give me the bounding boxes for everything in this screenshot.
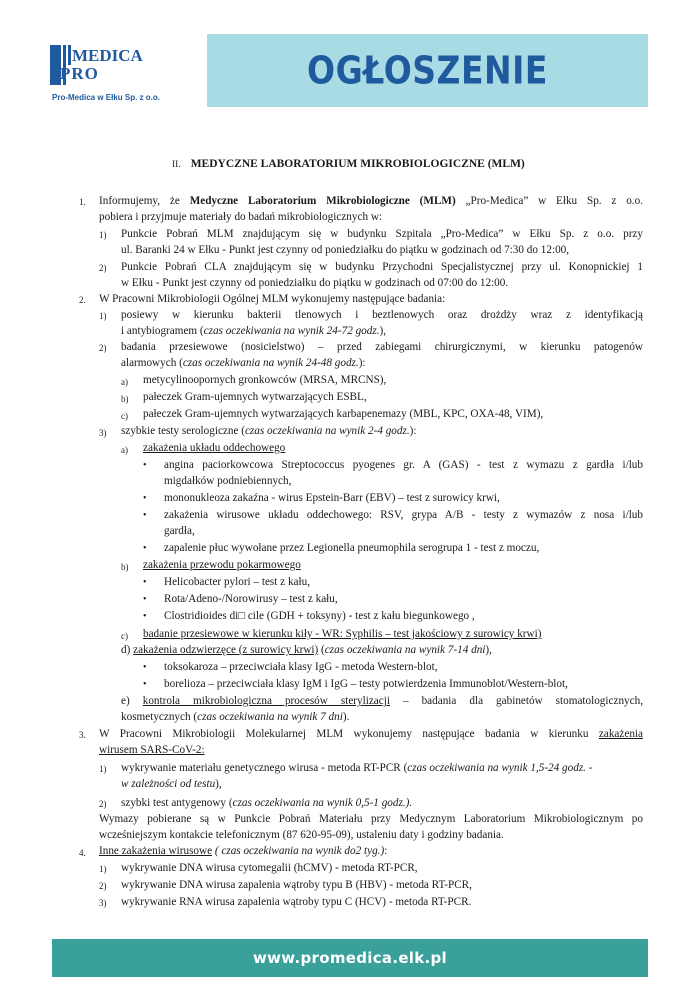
- item-number: 4.: [79, 848, 86, 858]
- item3-sub1-line2: [121, 776, 222, 792]
- letter-number: c): [121, 631, 128, 641]
- sub-number: 1): [99, 764, 107, 774]
- item2-sub2-b: pałeczek Gram-ujemnych wytwarzających ESBL,: [143, 391, 367, 403]
- bullet-text: mononukleoza zakaźna - wirus Epstein-Barr (EBV) – test z surowicy krwi,: [164, 492, 500, 504]
- underlined-heading: kontrola mikrobiologiczna procesów sterylizacji: [142, 695, 390, 707]
- sub-number: 2): [99, 799, 107, 809]
- item3-line2: [99, 742, 205, 758]
- sub-number: 3): [99, 428, 107, 438]
- sub-number: 3): [99, 898, 107, 908]
- item-number: 2.: [79, 295, 86, 305]
- section-roman: II.: [172, 160, 181, 170]
- bullet-text: Clostridioides di□ cile (GDH + toksyny) - test z kału biegunkowego ,: [164, 610, 475, 622]
- promedica-logo: [50, 41, 150, 101]
- bullet-text: zapalenie płuc wywołane przez Legionella pneumophila serogrupa 1 - test z moczu,: [164, 542, 540, 554]
- text: W Pracowni Mikrobiologii Molekularnej MLM wykonujemy następujące badania w kierunku: [99, 728, 599, 740]
- text: ),: [215, 778, 222, 790]
- item-number: 1.: [79, 197, 86, 207]
- bullet-icon: •: [143, 594, 147, 605]
- item2-sub3-e: [121, 693, 643, 709]
- wait-time: czas oczekiwania na wynik 24-72 godz.: [203, 325, 380, 337]
- bullet-text: migdałków podniebiennych,: [164, 475, 292, 487]
- item2-sub2-line1: badania przesiewowe (nosicielstwo) – przed zabiegami chirurgicznymi, w kierunku patogenów: [121, 341, 643, 353]
- letter-number: e): [121, 695, 130, 707]
- sub-number: 1): [99, 311, 107, 321]
- underlined-heading: zakażenia układu oddechowego: [143, 442, 286, 454]
- item2-sub2-a: metycylinoopornych gronkowców (MRSA, MRCNS),: [143, 374, 387, 386]
- text: alarmowych (: [121, 357, 183, 369]
- item2-sub3-line1: [121, 423, 416, 439]
- sub-number: 1): [99, 864, 107, 874]
- wait-time: czas oczekiwania na wynik 1,5-24 godz. -: [407, 762, 593, 774]
- text: wykrywanie materiału genetycznego wirusa - metoda RT-PCR (: [121, 762, 408, 774]
- bullet-icon: •: [143, 611, 147, 622]
- item1-sub2-line1: Punkcie Pobrań CLA znajdującym się w budynku Przychodni Specjalistycznej przy ul. Konopnickiej 1: [121, 261, 643, 273]
- bullet-text: borelioza – przeciwciała klasy IgM i IgG – testy potwierdzenia Immunoblot/Western-blot,: [164, 678, 568, 690]
- wait-time: czas oczekiwania na wynik 7-14 dni: [324, 644, 486, 656]
- item3-line1: [99, 726, 643, 742]
- item2-sub3-c: [143, 626, 541, 642]
- item4-sub2: wykrywanie DNA wirusa zapalenia wątroby typu B (HBV) - metoda RT-PCR,: [121, 879, 472, 891]
- bullet-text: zakażenia wirusowe układu oddechowego: RSV, grypa A/B - testy z wymazów z nosa i/lub: [164, 509, 643, 521]
- wait-time: ( czas oczekiwania na wynik do2 tyg.): [212, 845, 385, 857]
- item2-sub1-line1: posiewy w kierunku bakterii tlenowych i beztlenowych oraz drożdży wraz z identyfikacją: [121, 309, 643, 321]
- underlined-heading: Inne zakażenia wirusowe: [99, 845, 213, 857]
- wait-time: czas oczekiwania na wynik 0,5-1 godz.).: [232, 797, 413, 809]
- sub-number: 2): [99, 343, 107, 353]
- underlined-text: zakażenia: [598, 728, 643, 740]
- bullet-icon: •: [143, 662, 147, 673]
- item2-sub3-a-title: [143, 440, 285, 456]
- letter-number: d): [121, 644, 131, 656]
- item2-sub2-line2: [121, 355, 366, 371]
- page-title: OGŁOSZENIE: [307, 48, 548, 93]
- logo-pro-text: PRO: [60, 64, 99, 83]
- underlined-heading: zakażenia przewodu pokarmowego: [143, 559, 301, 571]
- item2-sub3-d: [121, 642, 492, 658]
- text: szybkie testy serologiczne (: [121, 425, 245, 437]
- item1-line1: Informujemy, że Medyczne Laboratorium Mikrobiologiczne (MLM) „Pro-Medica” w Ełku Sp. z o.o.: [99, 195, 643, 207]
- text: ),: [379, 325, 387, 337]
- wait-time: czas oczekiwania na wynik 24-48 godz.: [182, 357, 359, 369]
- letter-number: a): [121, 377, 128, 387]
- section-title-text: MEDYCZNE LABORATORIUM MIKROBIOLOGICZNE (MLM): [190, 158, 525, 170]
- text: – badania dla gabinetów stomatologicznych,: [389, 695, 643, 707]
- bullet-text: gardła,: [164, 525, 195, 537]
- underlined-heading: zakażenia odzwierzęce (z surowicy krwi): [133, 644, 319, 656]
- item4-sub1: wykrywanie DNA wirusa cytomegalii (hCMV) - metoda RT-PCR,: [121, 862, 418, 874]
- sub-number: 2): [99, 263, 107, 273]
- wait-time: czas oczekiwania na wynik 7 dni: [197, 711, 343, 723]
- item1-sub2-line2: w Ełku - Punkt jest czynny od poniedziałku do piątku w godzinach od 07:00 do 12:00.: [121, 277, 509, 289]
- bullet-text: Helicobacter pylori – test z kału,: [164, 576, 311, 588]
- text: ).: [342, 711, 350, 723]
- item2-line1: W Pracowni Mikrobiologii Ogólnej MLM wykonujemy następujące badania:: [99, 293, 446, 305]
- bullet-text: Rota/Adeno-/Norowirusy – test z kału,: [164, 593, 338, 605]
- text: szybki test antygenowy (: [121, 797, 233, 809]
- item4-line1: [99, 843, 387, 859]
- text: ):: [409, 425, 417, 437]
- sub-number: 1): [99, 230, 107, 240]
- letter-number: c): [121, 411, 128, 421]
- item2-sub2-c: pałeczek Gram-ujemnych wytwarzających karbapenemazy (MBL, KPC, OXA-48, VIM),: [143, 408, 544, 420]
- bullet-icon: •: [143, 460, 147, 471]
- wait-time: czas oczekiwania na wynik 2-4 godz.: [244, 425, 410, 437]
- section-title: [172, 158, 525, 170]
- letter-number: a): [121, 445, 128, 455]
- text: ),: [485, 644, 492, 656]
- bullet-icon: •: [143, 577, 147, 588]
- bullet-icon: •: [143, 510, 147, 521]
- text: ):: [358, 357, 366, 369]
- bullet-icon: •: [143, 679, 147, 690]
- letter-number: b): [121, 394, 129, 404]
- item1-line2: pobiera i przyjmuje materiały do badań mikrobiologicznych w:: [99, 211, 383, 223]
- item4-sub3: wykrywanie RNA wirusa zapalenia wątroby typu C (HCV) - metoda RT-PCR.: [121, 896, 472, 908]
- text: (: [318, 644, 325, 656]
- footer-url[interactable]: www.promedica.elk.pl: [252, 949, 447, 967]
- wait-time: w zależności od testu: [121, 778, 216, 790]
- item2-sub1-line2: [121, 323, 386, 339]
- text: i antybiogramem (: [121, 325, 204, 337]
- logo-caption: Pro-Medica w Ełku Sp. z o.o.: [52, 93, 161, 102]
- item1-sub1-line1: Punkcie Pobrań MLM znajdującym się w budynku Szpitala „Pro-Medica” w Ełku Sp. z o.o. przy: [121, 228, 643, 240]
- text: :: [384, 845, 388, 857]
- sub-number: 2): [99, 881, 107, 891]
- underlined-text: wirusem SARS-CoV-2:: [99, 744, 205, 756]
- item2-sub3-e-line2: [121, 709, 349, 725]
- item3-note-line1: Wymazy pobierane są w Punkcie Pobrań Materiału przy Medycznym Laboratorium Mikrobiologicznym po: [99, 813, 643, 825]
- logo-medica-text: MEDICA: [72, 46, 143, 65]
- bullet-text: toksokaroza – przeciwciała klasy IgG - metoda Western-blot,: [164, 661, 438, 673]
- item3-note-line2: wcześniejszym kontakcie telefonicznym (87 620-95-09), ustaleniu daty i godziny badania.: [99, 829, 504, 841]
- bullet-icon: •: [143, 493, 147, 504]
- item3-sub2: [121, 795, 412, 811]
- bullet-text: angina paciorkowcowa Streptococcus pyogenes gr. A (GAS) - test z wymazu z gardła i/lub: [164, 459, 643, 471]
- underlined-text: badanie przesiewowe w kierunku kiły - WR: Syphilis – test jakościowy z surowicy krwi): [143, 628, 542, 640]
- item-number: 3.: [79, 730, 86, 740]
- item3-sub1-line1: [121, 760, 593, 776]
- letter-number: b): [121, 562, 129, 572]
- item1-sub1-line2: ul. Baranki 24 w Ełku - Punkt jest czynny od poniedziałku do piątku w godzinach od 7:30 do 12:00,: [121, 244, 570, 256]
- item2-sub3-b-title: [143, 557, 301, 573]
- bullet-icon: •: [143, 543, 147, 554]
- text: kosmetycznych (: [121, 711, 198, 723]
